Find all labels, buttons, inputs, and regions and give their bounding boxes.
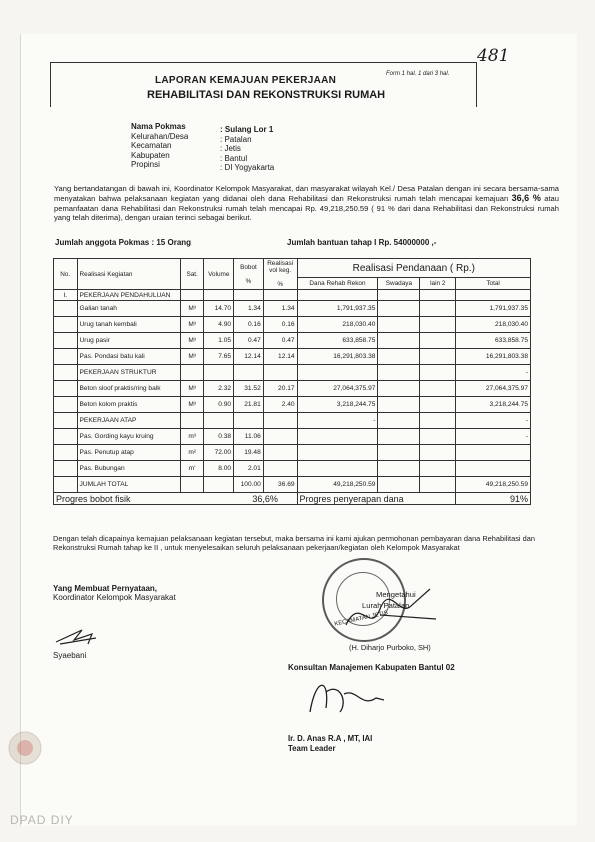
cell-lain <box>420 429 456 445</box>
cell-vol: 1.05 <box>204 333 234 349</box>
cell-no <box>54 477 78 493</box>
cell-kegiatan: PEKERJAAN STRUKTUR <box>77 365 180 381</box>
cell-lain <box>420 461 456 477</box>
cell-kegiatan: Beton sloof praktis/ring balk <box>77 381 180 397</box>
mengetahui-label: Mengetahui <box>376 590 416 599</box>
cell-real: 0.16 <box>263 317 297 333</box>
cell-bobot: 12.14 <box>234 349 264 365</box>
info-value: : Jetis <box>220 144 241 153</box>
cell-lain <box>420 333 456 349</box>
progress-row <box>54 493 531 505</box>
cell-vol <box>204 290 234 301</box>
cell-total: 3,218,244.75 <box>456 397 531 413</box>
cell-sat <box>180 477 204 493</box>
cell-lain <box>420 445 456 461</box>
cell-rekon <box>297 461 378 477</box>
cell-real <box>263 461 297 477</box>
report-title: LAPORAN KEMAJUAN PEKERJAAN <box>155 75 337 86</box>
cell-sat: M³ <box>180 397 204 413</box>
cell-real <box>263 365 297 381</box>
cell-real <box>263 445 297 461</box>
cell-no <box>54 445 78 461</box>
cell-swadaya <box>378 365 420 381</box>
col-bobot: Bobot % <box>234 259 264 290</box>
cell-sat <box>180 290 204 301</box>
cell-kegiatan: Pas. Bubungan <box>77 461 180 477</box>
table-row <box>54 381 531 397</box>
cell-kegiatan: Pas. Penutup atap <box>77 445 180 461</box>
info-label: Kelurahan/Desa <box>131 131 189 141</box>
cell-rekon <box>297 365 378 381</box>
cell-kegiatan: Urug pasir <box>77 333 180 349</box>
cell-total: 27,064,375.97 <box>456 381 531 397</box>
cell-total <box>456 461 531 477</box>
cell-no <box>54 365 78 381</box>
cell-rekon: 49,218,250.59 <box>297 477 378 493</box>
statement-text-2: atau pemanfaatan dana Rehabilitasi dan Rekonstruksi rumah telah mencapai Rp. 49,218,250.59 ( 91 % dari dana Rehabilitasi dan Rekonstruksi rumah yang telah diterima), dengan uraian terinci sebagai berikut. <box>54 193 559 223</box>
info-values <box>220 125 274 173</box>
cell-total: 49,218,250.59 <box>456 477 531 493</box>
cell-sat: m³ <box>180 429 204 445</box>
progress-dana-label: Progres penyerapan dana <box>297 493 456 505</box>
cell-rekon: 633,858.75 <box>297 333 378 349</box>
cell-no <box>54 381 78 397</box>
cell-rekon: - <box>297 413 378 429</box>
cell-bobot: 31.52 <box>234 381 264 397</box>
cell-bobot: 11.06 <box>234 429 264 445</box>
cell-sat: M³ <box>180 317 204 333</box>
cell-vol <box>204 413 234 429</box>
cell-bobot: 0.16 <box>234 317 264 333</box>
cell-no <box>54 349 78 365</box>
cell-swadaya <box>378 317 420 333</box>
cell-no <box>54 429 78 445</box>
cell-lain <box>420 365 456 381</box>
lurah-label: Lurah Patalan <box>362 601 410 610</box>
stamp-text: KECAMATAN JETIS <box>333 610 389 628</box>
page-number-handwritten: 481 <box>477 46 510 66</box>
cell-sat <box>180 365 204 381</box>
progress-table <box>53 258 531 505</box>
col-lain: lain 2 <box>420 278 456 290</box>
cell-real: 1.34 <box>263 301 297 317</box>
cell-bobot: 2.01 <box>234 461 264 477</box>
cell-swadaya <box>378 301 420 317</box>
cell-bobot: 1.34 <box>234 301 264 317</box>
cell-sat: m² <box>180 445 204 461</box>
signature-team-leader <box>300 672 390 720</box>
cell-real <box>263 290 297 301</box>
cell-lain <box>420 413 456 429</box>
cell-rekon: 3,218,244.75 <box>297 397 378 413</box>
cell-bobot <box>234 365 264 381</box>
info-value: : DI Yogyakarta <box>220 163 275 172</box>
cell-sat: M³ <box>180 381 204 397</box>
footer-paragraph: Dengan telah dicapainya kemajuan pelaksanaan kegiatan tersebut, maka bersama ini kami ajukan permohonan pembayaran dana Rehabilitasi dan Rekonstruksi Rumah tahap ke II , untuk menyelesaikan seluruh pelaksanaan pekerjaan/kegiatan oleh Kelompok Masyarakat <box>53 534 535 553</box>
cell-swadaya <box>378 381 420 397</box>
maker-line1: Yang Membuat Pernyataan, <box>53 584 158 593</box>
table-row <box>54 397 531 413</box>
cell-rekon: 218,030.40 <box>297 317 378 333</box>
cell-lain <box>420 301 456 317</box>
table-row <box>54 461 531 477</box>
cell-swadaya <box>378 445 420 461</box>
cell-lain <box>420 397 456 413</box>
cell-no <box>54 461 78 477</box>
form-label: Form 1 hal. 1 dari 3 hal. <box>386 71 450 77</box>
cell-real: 20.17 <box>263 381 297 397</box>
info-label: Kecamatan <box>131 141 172 150</box>
col-rekon: Dana Rehab Rekon <box>297 278 378 290</box>
cell-swadaya <box>378 429 420 445</box>
cell-lain <box>420 381 456 397</box>
progress-fisik-value: 36,6% <box>234 493 297 505</box>
cell-no <box>54 397 78 413</box>
signature-lurah <box>340 575 440 635</box>
info-value: : Patalan <box>220 134 252 144</box>
member-count: Jumlah anggota Pokmas : 15 Orang <box>55 238 192 247</box>
cell-sat: M³ <box>180 349 204 365</box>
cell-real: 12.14 <box>263 349 297 365</box>
cell-sat: M³ <box>180 301 204 317</box>
cell-total: 1,791,937.35 <box>456 301 531 317</box>
table-row <box>54 290 531 301</box>
cell-vol: 0.90 <box>204 397 234 413</box>
table-row <box>54 349 531 365</box>
signature-syaebani <box>52 624 102 650</box>
col-swadaya: Swadaya <box>378 278 420 290</box>
info-label: Nama Pokmas <box>131 122 186 131</box>
maker-statement <box>53 584 176 602</box>
team-leader-title: Team Leader <box>288 744 336 753</box>
cell-swadaya <box>378 461 420 477</box>
table-row <box>54 445 531 461</box>
team-leader-name: Ir. D. Anas R.A , MT, IAI <box>288 734 373 743</box>
cell-real <box>263 413 297 429</box>
cell-swadaya <box>378 477 420 493</box>
info-label: Propinsi <box>131 160 160 169</box>
cell-swadaya <box>378 397 420 413</box>
maker-line2: Koordinator Kelompok Masyarakat <box>53 593 176 602</box>
cell-total: - <box>456 365 531 381</box>
col-realisasi: Realisasi vol keg. % <box>263 259 297 290</box>
cell-lain <box>420 349 456 365</box>
info-value: : Bantul <box>220 153 248 163</box>
cell-vol: 4.90 <box>204 317 234 333</box>
col-pendanaan: Realisasi Pendanaan ( Rp.) <box>297 259 530 278</box>
cell-kegiatan: PEKERJAAN ATAP <box>77 413 180 429</box>
cell-rekon <box>297 429 378 445</box>
cell-sat <box>180 413 204 429</box>
table-row <box>54 413 531 429</box>
progress-dana-value: 91% <box>456 493 531 505</box>
table-row <box>54 365 531 381</box>
cell-rekon: 27,064,375.97 <box>297 381 378 397</box>
cell-swadaya <box>378 290 420 301</box>
cell-total: 16,291,803.38 <box>456 349 531 365</box>
cell-vol: 8.00 <box>204 461 234 477</box>
col-sat: Sat. <box>180 259 204 290</box>
konsultan-label: Konsultan Manajemen Kabupaten Bantul 02 <box>288 663 455 672</box>
cell-bobot <box>234 413 264 429</box>
progress-percent: 36,6 % <box>511 192 541 203</box>
table-row <box>54 333 531 349</box>
cell-vol: 2.32 <box>204 381 234 397</box>
cell-no <box>54 317 78 333</box>
cell-lain <box>420 317 456 333</box>
table-row <box>54 477 531 493</box>
cell-swadaya <box>378 333 420 349</box>
cell-vol: 14.70 <box>204 301 234 317</box>
cell-bobot <box>234 290 264 301</box>
cell-bobot: 19.48 <box>234 445 264 461</box>
cell-kegiatan: PEKERJAAN PENDAHULUAN <box>77 290 180 301</box>
cell-vol: 7.65 <box>204 349 234 365</box>
col-volume: Volume <box>204 259 234 290</box>
cell-total: 633,858.75 <box>456 333 531 349</box>
cell-bobot: 21.81 <box>234 397 264 413</box>
cell-total: 218,030.40 <box>456 317 531 333</box>
cell-total: - <box>456 429 531 445</box>
signer-syaebani: Syaebani <box>53 651 87 660</box>
cell-lain <box>420 477 456 493</box>
progress-fisik-label: Progres bobot fisik <box>54 493 234 505</box>
cell-rekon <box>297 290 378 301</box>
cell-bobot: 100.00 <box>234 477 264 493</box>
cell-vol: 0.38 <box>204 429 234 445</box>
cell-kegiatan: Urug tanah kembali <box>77 317 180 333</box>
table-row <box>54 429 531 445</box>
cell-sat: M³ <box>180 333 204 349</box>
cell-no <box>54 333 78 349</box>
col-total: Total <box>456 278 531 290</box>
info-value: : Sulang Lor 1 <box>220 125 274 134</box>
lurah-name: (H. Diharjo Purboko, SH) <box>349 643 431 652</box>
cell-no <box>54 301 78 317</box>
statement-paragraph <box>54 184 559 223</box>
cell-real: 0.47 <box>263 333 297 349</box>
statement-text-1: Yang bertandatangan di bawah ini, Koordinator Kelompok Masyarakat, dan masyarakat wilayah Kel./ Desa Patalan dengan ini secara bersama-sama menyatakan bahwa pelaksanaan kegiatan yang didanai oleh dana Rehabilitasi dan Rekonstruksi rumah telah mencapai kemajuan <box>54 184 559 203</box>
cell-vol <box>204 477 234 493</box>
cell-kegiatan: Galian tanah <box>77 301 180 317</box>
cell-rekon: 16,291,803.38 <box>297 349 378 365</box>
table-row <box>54 317 531 333</box>
archive-watermark: DPAD DIY <box>10 813 74 827</box>
cell-bobot: 0.47 <box>234 333 264 349</box>
cell-real <box>263 429 297 445</box>
cell-vol: 72.00 <box>204 445 234 461</box>
cell-kegiatan: Pas. Gording kayu kruing <box>77 429 180 445</box>
cell-kegiatan: JUMLAH TOTAL <box>77 477 180 493</box>
cell-real: 2.40 <box>263 397 297 413</box>
cell-kegiatan: Beton kolom praktis <box>77 397 180 413</box>
cell-sat: m' <box>180 461 204 477</box>
cell-no: I. <box>54 290 78 301</box>
cell-no <box>54 413 78 429</box>
cell-vol <box>204 365 234 381</box>
cell-kegiatan: Pas. Pondasi batu kali <box>77 349 180 365</box>
cell-total <box>456 445 531 461</box>
col-kegiatan: Realisasi Kegiatan <box>77 259 180 290</box>
info-labels <box>131 122 188 170</box>
cell-swadaya <box>378 413 420 429</box>
cell-total <box>456 290 531 301</box>
col-no: No. <box>54 259 78 290</box>
cell-real: 36.69 <box>263 477 297 493</box>
cell-rekon <box>297 445 378 461</box>
report-subtitle: REHABILITASI DAN REKONSTRUKSI RUMAH <box>147 89 386 101</box>
cell-lain <box>420 290 456 301</box>
cell-total: - <box>456 413 531 429</box>
info-label: Kabupaten <box>131 150 170 160</box>
table-row <box>54 301 531 317</box>
archive-logo <box>6 728 44 768</box>
cell-swadaya <box>378 349 420 365</box>
aid-amount: Jumlah bantuan tahap I Rp. 54000000 ,- <box>287 238 437 247</box>
cell-rekon: 1,791,937.35 <box>297 301 378 317</box>
